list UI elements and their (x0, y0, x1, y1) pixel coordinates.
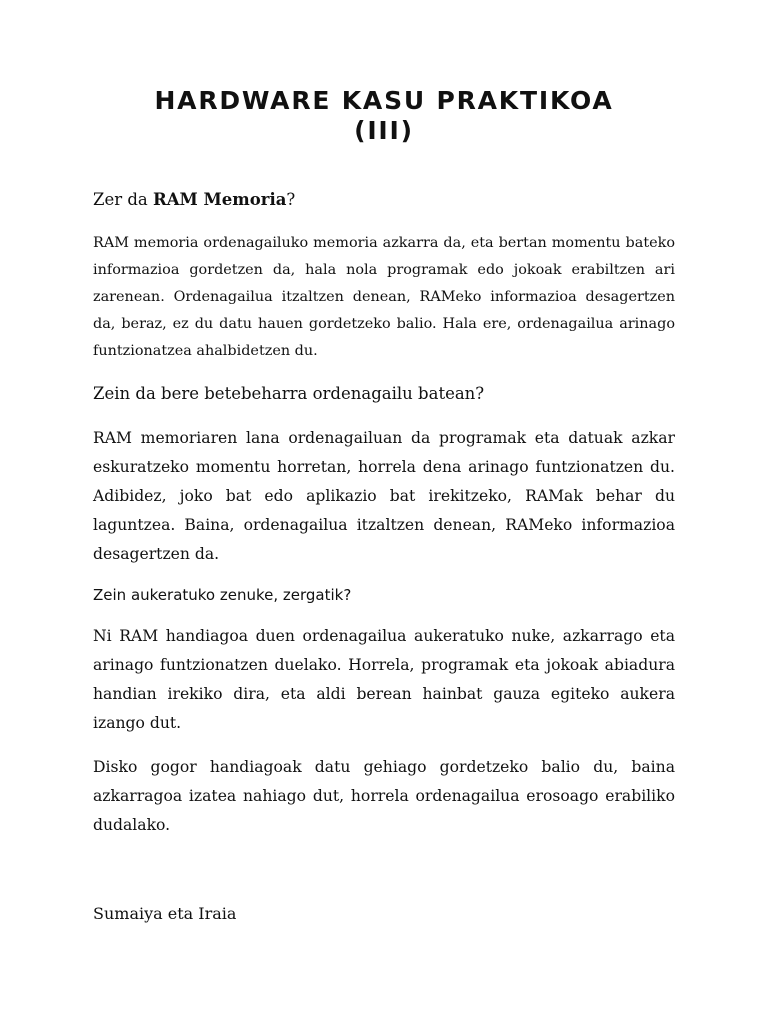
question-1-bold: RAM Memoria (153, 190, 287, 209)
title-line-1: HARDWARE KASU PRAKTIKOA (154, 86, 614, 115)
question-ram-memoria (93, 188, 675, 212)
question-1-prefix: Zer da (93, 190, 154, 209)
signature: Sumaiya eta Iraia (93, 904, 237, 923)
paragraph-ram-definition: RAM memoria ordenagailuko memoria azkarra da, eta bertan momentu bateko informazioa gordetzen da, hala nola programak edo jokoak erabiltzen ari zarenean. Ordenagailua itzaltzen denean, RAMeko informazioa desagertzen da, beraz, ez du datu hauen gordetzeko balio. Hala ere, ordenagailua arinago funtzionatzea ahalbidetzen du. (93, 235, 675, 359)
title-line-2: (III) (354, 116, 414, 145)
document-title (0, 86, 768, 146)
question-1-suffix: ? (286, 190, 296, 209)
question-choice: Zein aukeratuko zenuke, zergatik? (93, 586, 352, 604)
paragraph-choice-disk: Disko gogor handiagoak datu gehiago gordetzeko balio du, baina azkarragoa izatea nahiago dut, horrela ordenagailua erosoago erabiliko dudalako. (93, 758, 675, 834)
paragraph-ram-function: RAM memoriaren lana ordenagailuan da programak eta datuak azkar eskuratzeko momentu horretan, horrela dena arinago funtzionatzen du. Adibidez, joko bat edo aplikazio bat irekitzeko, RAMak behar du laguntzea. Baina, ordenagailua itzaltzen denean, RAMeko informazioa desagertzen da. (93, 429, 675, 563)
paragraph-choice-ram: Ni RAM handiagoa duen ordenagailua aukeratuko nuke, azkarrago eta arinago funtzionatzen duelako. Horrela, programak eta jokoak abiadura handian irekiko dira, eta aldi berean hainbat gauza egiteko aukera izango dut. (93, 627, 675, 732)
question-ram-function: Zein da bere betebeharra ordenagailu batean? (93, 384, 485, 403)
